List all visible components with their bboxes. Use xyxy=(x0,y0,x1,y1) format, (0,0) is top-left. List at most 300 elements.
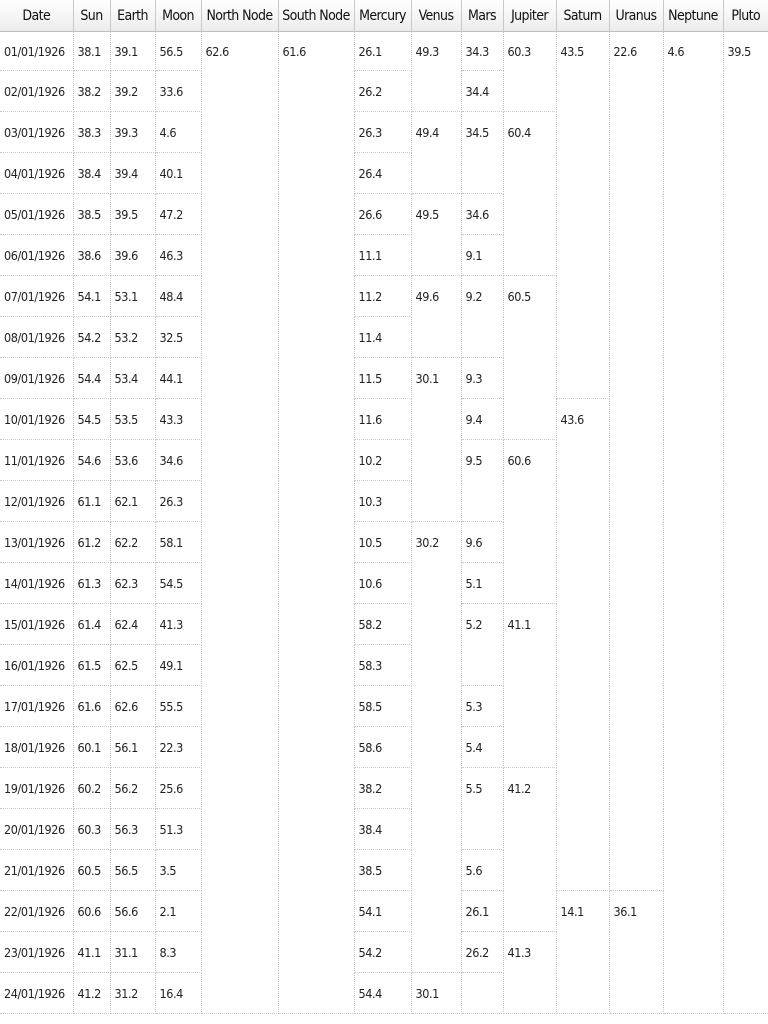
cell-neptune[interactable] xyxy=(663,604,723,645)
cell-south-node[interactable] xyxy=(278,522,354,563)
cell-sun[interactable]: 54.5 xyxy=(73,399,110,440)
cell-earth[interactable]: 39.2 xyxy=(110,71,155,112)
cell-mercury[interactable]: 10.3 xyxy=(354,481,411,522)
cell-sun[interactable]: 41.2 xyxy=(73,973,110,1014)
cell-sun[interactable]: 61.3 xyxy=(73,563,110,604)
cell-moon[interactable]: 47.2 xyxy=(155,194,201,235)
cell-mars[interactable] xyxy=(461,973,503,1014)
cell-mercury[interactable]: 26.3 xyxy=(354,112,411,153)
cell-mercury[interactable]: 58.2 xyxy=(354,604,411,645)
cell-mars[interactable]: 26.1 xyxy=(461,891,503,932)
cell-uranus[interactable] xyxy=(609,932,663,973)
cell-sun[interactable]: 38.1 xyxy=(73,32,110,71)
cell-neptune[interactable] xyxy=(663,194,723,235)
cell-pluto[interactable] xyxy=(723,112,768,153)
cell-south-node[interactable] xyxy=(278,850,354,891)
cell-date[interactable]: 13/01/1926 xyxy=(0,522,73,563)
cell-mercury[interactable]: 54.1 xyxy=(354,891,411,932)
cell-sun[interactable]: 38.5 xyxy=(73,194,110,235)
cell-saturn[interactable] xyxy=(556,235,609,276)
cell-pluto[interactable] xyxy=(723,71,768,112)
cell-earth[interactable]: 56.2 xyxy=(110,768,155,809)
cell-earth[interactable]: 62.2 xyxy=(110,522,155,563)
cell-venus[interactable] xyxy=(411,481,461,522)
cell-north-node[interactable] xyxy=(201,686,278,727)
cell-venus[interactable] xyxy=(411,809,461,850)
column-header-sun[interactable]: Sun xyxy=(73,0,110,32)
cell-mercury[interactable]: 11.5 xyxy=(354,358,411,399)
cell-neptune[interactable] xyxy=(663,276,723,317)
cell-venus[interactable]: 30.1 xyxy=(411,358,461,399)
cell-earth[interactable]: 39.4 xyxy=(110,153,155,194)
cell-moon[interactable]: 3.5 xyxy=(155,850,201,891)
cell-neptune[interactable] xyxy=(663,727,723,768)
cell-mars[interactable]: 5.1 xyxy=(461,563,503,604)
cell-venus[interactable] xyxy=(411,604,461,645)
cell-uranus[interactable] xyxy=(609,71,663,112)
cell-neptune[interactable] xyxy=(663,399,723,440)
table-row[interactable] xyxy=(0,768,768,809)
cell-date[interactable]: 18/01/1926 xyxy=(0,727,73,768)
cell-date[interactable]: 24/01/1926 xyxy=(0,973,73,1014)
cell-mars[interactable] xyxy=(461,317,503,358)
cell-venus[interactable]: 49.4 xyxy=(411,112,461,153)
column-header-jupiter[interactable]: Jupiter xyxy=(503,0,556,32)
cell-north-node[interactable] xyxy=(201,481,278,522)
cell-sun[interactable]: 60.2 xyxy=(73,768,110,809)
cell-jupiter[interactable] xyxy=(503,399,556,440)
cell-north-node[interactable] xyxy=(201,358,278,399)
cell-earth[interactable]: 62.5 xyxy=(110,645,155,686)
cell-saturn[interactable] xyxy=(556,440,609,481)
cell-earth[interactable]: 56.5 xyxy=(110,850,155,891)
cell-jupiter[interactable] xyxy=(503,235,556,276)
table-row[interactable] xyxy=(0,358,768,399)
cell-saturn[interactable] xyxy=(556,563,609,604)
cell-earth[interactable]: 62.6 xyxy=(110,686,155,727)
cell-saturn[interactable] xyxy=(556,604,609,645)
cell-jupiter[interactable] xyxy=(503,317,556,358)
cell-sun[interactable]: 38.2 xyxy=(73,71,110,112)
column-header-mercury[interactable]: Mercury xyxy=(354,0,411,32)
cell-earth[interactable]: 39.5 xyxy=(110,194,155,235)
cell-mars[interactable] xyxy=(461,153,503,194)
cell-date[interactable]: 12/01/1926 xyxy=(0,481,73,522)
cell-mars[interactable]: 9.5 xyxy=(461,440,503,481)
cell-south-node[interactable] xyxy=(278,768,354,809)
cell-south-node[interactable] xyxy=(278,645,354,686)
cell-mercury[interactable]: 38.4 xyxy=(354,809,411,850)
cell-mercury[interactable]: 26.2 xyxy=(354,71,411,112)
cell-mars[interactable]: 34.6 xyxy=(461,194,503,235)
cell-moon[interactable]: 4.6 xyxy=(155,112,201,153)
table-row[interactable] xyxy=(0,112,768,153)
cell-earth[interactable]: 62.4 xyxy=(110,604,155,645)
cell-date[interactable]: 19/01/1926 xyxy=(0,768,73,809)
cell-north-node[interactable] xyxy=(201,563,278,604)
cell-north-node[interactable] xyxy=(201,973,278,1014)
cell-venus[interactable]: 30.1 xyxy=(411,973,461,1014)
cell-sun[interactable]: 54.1 xyxy=(73,276,110,317)
cell-sun[interactable]: 54.2 xyxy=(73,317,110,358)
cell-north-node[interactable] xyxy=(201,809,278,850)
cell-moon[interactable]: 58.1 xyxy=(155,522,201,563)
cell-jupiter[interactable] xyxy=(503,358,556,399)
cell-pluto[interactable] xyxy=(723,358,768,399)
cell-south-node[interactable] xyxy=(278,440,354,481)
cell-south-node[interactable] xyxy=(278,399,354,440)
cell-jupiter[interactable] xyxy=(503,727,556,768)
cell-uranus[interactable]: 22.6 xyxy=(609,32,663,71)
table-row[interactable] xyxy=(0,71,768,112)
cell-venus[interactable]: 49.5 xyxy=(411,194,461,235)
cell-mars[interactable]: 5.2 xyxy=(461,604,503,645)
cell-mercury[interactable]: 58.3 xyxy=(354,645,411,686)
cell-neptune[interactable] xyxy=(663,235,723,276)
cell-moon[interactable]: 2.1 xyxy=(155,891,201,932)
cell-uranus[interactable] xyxy=(609,317,663,358)
cell-uranus[interactable] xyxy=(609,686,663,727)
cell-north-node[interactable] xyxy=(201,194,278,235)
column-header-saturn[interactable]: Saturn xyxy=(556,0,609,32)
cell-south-node[interactable] xyxy=(278,112,354,153)
cell-uranus[interactable] xyxy=(609,809,663,850)
cell-venus[interactable] xyxy=(411,440,461,481)
cell-jupiter[interactable] xyxy=(503,645,556,686)
cell-sun[interactable]: 61.1 xyxy=(73,481,110,522)
cell-north-node[interactable] xyxy=(201,727,278,768)
cell-neptune[interactable] xyxy=(663,809,723,850)
cell-moon[interactable]: 54.5 xyxy=(155,563,201,604)
cell-neptune[interactable] xyxy=(663,932,723,973)
cell-uranus[interactable] xyxy=(609,235,663,276)
cell-moon[interactable]: 40.1 xyxy=(155,153,201,194)
cell-south-node[interactable] xyxy=(278,317,354,358)
cell-neptune[interactable] xyxy=(663,153,723,194)
cell-earth[interactable]: 62.3 xyxy=(110,563,155,604)
cell-neptune[interactable] xyxy=(663,768,723,809)
cell-south-node[interactable] xyxy=(278,686,354,727)
cell-mercury[interactable]: 58.5 xyxy=(354,686,411,727)
cell-earth[interactable]: 56.3 xyxy=(110,809,155,850)
cell-sun[interactable]: 41.1 xyxy=(73,932,110,973)
cell-pluto[interactable] xyxy=(723,727,768,768)
cell-mars[interactable]: 9.4 xyxy=(461,399,503,440)
cell-earth[interactable]: 62.1 xyxy=(110,481,155,522)
cell-pluto[interactable] xyxy=(723,481,768,522)
cell-date[interactable]: 14/01/1926 xyxy=(0,563,73,604)
cell-venus[interactable]: 49.6 xyxy=(411,276,461,317)
cell-jupiter[interactable]: 60.6 xyxy=(503,440,556,481)
cell-north-node[interactable] xyxy=(201,112,278,153)
cell-earth[interactable]: 56.1 xyxy=(110,727,155,768)
cell-pluto[interactable]: 39.5 xyxy=(727,43,751,59)
cell-jupiter[interactable]: 60.4 xyxy=(503,112,556,153)
cell-pluto[interactable] xyxy=(723,604,768,645)
cell-mars[interactable]: 9.3 xyxy=(461,358,503,399)
cell-uranus[interactable] xyxy=(609,112,663,153)
table-row[interactable] xyxy=(0,317,768,358)
table-row[interactable] xyxy=(0,645,768,686)
cell-mercury[interactable]: 38.5 xyxy=(354,850,411,891)
cell-neptune[interactable] xyxy=(663,563,723,604)
column-header-north-node[interactable]: North Node xyxy=(201,0,278,32)
cell-moon[interactable]: 26.3 xyxy=(155,481,201,522)
cell-saturn[interactable] xyxy=(556,850,609,891)
cell-earth[interactable]: 53.2 xyxy=(110,317,155,358)
cell-earth[interactable]: 53.1 xyxy=(110,276,155,317)
cell-jupiter[interactable]: 60.5 xyxy=(503,276,556,317)
cell-north-node[interactable] xyxy=(201,645,278,686)
cell-venus[interactable]: 30.2 xyxy=(411,522,461,563)
cell-saturn[interactable] xyxy=(556,112,609,153)
cell-venus[interactable] xyxy=(411,932,461,973)
cell-south-node[interactable] xyxy=(278,194,354,235)
cell-mercury[interactable]: 54.4 xyxy=(354,973,411,1014)
cell-south-node[interactable] xyxy=(278,809,354,850)
cell-sun[interactable]: 61.2 xyxy=(73,522,110,563)
cell-date[interactable]: 15/01/1926 xyxy=(0,604,73,645)
cell-saturn[interactable] xyxy=(556,768,609,809)
cell-venus[interactable] xyxy=(411,317,461,358)
cell-venus[interactable] xyxy=(411,563,461,604)
cell-uranus[interactable]: 36.1 xyxy=(609,891,663,932)
column-header-mars[interactable]: Mars xyxy=(461,0,503,32)
cell-date[interactable]: 07/01/1926 xyxy=(0,276,73,317)
column-header-uranus[interactable]: Uranus xyxy=(609,0,663,32)
cell-north-node[interactable] xyxy=(201,317,278,358)
cell-moon[interactable]: 22.3 xyxy=(155,727,201,768)
cell-sun[interactable]: 38.3 xyxy=(73,112,110,153)
cell-neptune[interactable] xyxy=(663,850,723,891)
cell-sun[interactable]: 60.1 xyxy=(73,727,110,768)
column-header-neptune[interactable]: Neptune xyxy=(663,0,723,32)
cell-earth[interactable]: 31.2 xyxy=(110,973,155,1014)
cell-saturn[interactable]: 14.1 xyxy=(556,891,609,932)
cell-neptune[interactable] xyxy=(663,891,723,932)
cell-earth[interactable]: 31.1 xyxy=(110,932,155,973)
table-row[interactable] xyxy=(0,32,768,71)
cell-moon[interactable]: 16.4 xyxy=(155,973,201,1014)
cell-jupiter[interactable] xyxy=(503,850,556,891)
cell-mercury[interactable]: 26.6 xyxy=(354,194,411,235)
cell-jupiter[interactable] xyxy=(503,481,556,522)
cell-sun[interactable]: 54.4 xyxy=(73,358,110,399)
table-row[interactable] xyxy=(0,481,768,522)
cell-sun[interactable]: 61.6 xyxy=(73,686,110,727)
cell-mars[interactable]: 26.2 xyxy=(461,932,503,973)
cell-neptune[interactable] xyxy=(663,686,723,727)
cell-jupiter[interactable] xyxy=(503,809,556,850)
cell-mars[interactable]: 34.5 xyxy=(461,112,503,153)
cell-neptune[interactable] xyxy=(663,440,723,481)
cell-mercury[interactable]: 54.2 xyxy=(354,932,411,973)
cell-jupiter[interactable] xyxy=(503,686,556,727)
cell-mercury[interactable]: 11.1 xyxy=(354,235,411,276)
cell-moon[interactable]: 46.3 xyxy=(155,235,201,276)
cell-uranus[interactable] xyxy=(609,727,663,768)
cell-date[interactable]: 02/01/1926 xyxy=(0,71,73,112)
cell-moon[interactable]: 32.5 xyxy=(155,317,201,358)
cell-mars[interactable]: 34.3 xyxy=(461,32,503,71)
cell-mercury[interactable]: 10.5 xyxy=(354,522,411,563)
cell-mars[interactable]: 9.2 xyxy=(461,276,503,317)
cell-date[interactable]: 11/01/1926 xyxy=(0,440,73,481)
cell-moon[interactable]: 55.5 xyxy=(155,686,201,727)
cell-pluto[interactable] xyxy=(723,973,768,1014)
cell-south-node[interactable]: 61.6 xyxy=(278,32,354,71)
cell-mercury[interactable]: 11.2 xyxy=(354,276,411,317)
cell-north-node[interactable] xyxy=(201,604,278,645)
cell-earth[interactable]: 39.1 xyxy=(110,32,155,71)
table-row[interactable] xyxy=(0,440,768,481)
cell-mercury[interactable]: 38.2 xyxy=(354,768,411,809)
cell-saturn[interactable] xyxy=(556,276,609,317)
column-header-south-node[interactable]: South Node xyxy=(278,0,354,32)
cell-moon[interactable]: 44.1 xyxy=(155,358,201,399)
cell-saturn[interactable] xyxy=(556,645,609,686)
cell-sun[interactable]: 61.4 xyxy=(73,604,110,645)
cell-mercury[interactable]: 10.6 xyxy=(354,563,411,604)
cell-venus[interactable] xyxy=(411,235,461,276)
cell-pluto[interactable] xyxy=(723,276,768,317)
cell-venus[interactable]: 49.3 xyxy=(411,32,461,71)
cell-neptune[interactable] xyxy=(663,112,723,153)
table-row[interactable] xyxy=(0,276,768,317)
cell-south-node[interactable] xyxy=(278,604,354,645)
cell-sun[interactable]: 60.3 xyxy=(73,809,110,850)
cell-venus[interactable] xyxy=(411,399,461,440)
cell-south-node[interactable] xyxy=(278,973,354,1014)
cell-jupiter[interactable] xyxy=(503,194,556,235)
cell-date[interactable]: 09/01/1926 xyxy=(0,358,73,399)
cell-pluto[interactable] xyxy=(723,686,768,727)
cell-south-node[interactable] xyxy=(278,71,354,112)
cell-jupiter[interactable] xyxy=(503,522,556,563)
cell-pluto[interactable] xyxy=(723,850,768,891)
cell-moon[interactable]: 56.5 xyxy=(155,32,201,71)
cell-saturn[interactable] xyxy=(556,481,609,522)
cell-jupiter[interactable]: 60.3 xyxy=(503,32,556,71)
cell-north-node[interactable] xyxy=(201,71,278,112)
table-row[interactable] xyxy=(0,727,768,768)
column-header-pluto[interactable]: Pluto xyxy=(723,0,768,32)
cell-south-node[interactable] xyxy=(278,563,354,604)
table-row[interactable] xyxy=(0,932,768,973)
cell-uranus[interactable] xyxy=(609,358,663,399)
cell-pluto[interactable] xyxy=(723,809,768,850)
cell-venus[interactable] xyxy=(411,71,461,112)
cell-mars[interactable]: 34.4 xyxy=(461,71,503,112)
cell-pluto[interactable] xyxy=(723,194,768,235)
table-row[interactable] xyxy=(0,850,768,891)
cell-mars[interactable]: 5.4 xyxy=(461,727,503,768)
cell-jupiter[interactable] xyxy=(503,71,556,112)
cell-saturn[interactable] xyxy=(556,153,609,194)
cell-earth[interactable]: 53.5 xyxy=(110,399,155,440)
cell-south-node[interactable] xyxy=(278,235,354,276)
cell-moon[interactable]: 41.3 xyxy=(155,604,201,645)
cell-north-node[interactable] xyxy=(201,235,278,276)
cell-saturn[interactable] xyxy=(556,358,609,399)
cell-north-node[interactable]: 62.6 xyxy=(201,32,278,71)
cell-mars[interactable] xyxy=(461,481,503,522)
cell-jupiter[interactable]: 41.3 xyxy=(503,932,556,973)
cell-uranus[interactable] xyxy=(609,440,663,481)
cell-saturn[interactable] xyxy=(556,317,609,358)
cell-saturn[interactable] xyxy=(556,686,609,727)
cell-date[interactable]: 08/01/1926 xyxy=(0,317,73,358)
cell-uranus[interactable] xyxy=(609,276,663,317)
cell-venus[interactable] xyxy=(411,768,461,809)
cell-jupiter[interactable] xyxy=(503,153,556,194)
cell-uranus[interactable] xyxy=(609,153,663,194)
cell-pluto[interactable] xyxy=(723,235,768,276)
cell-mars[interactable] xyxy=(461,645,503,686)
cell-pluto[interactable] xyxy=(723,317,768,358)
cell-saturn[interactable] xyxy=(556,809,609,850)
cell-date[interactable]: 04/01/1926 xyxy=(0,153,73,194)
cell-date[interactable]: 10/01/1926 xyxy=(0,399,73,440)
cell-saturn[interactable]: 43.5 xyxy=(556,32,609,71)
cell-date[interactable]: 01/01/1926 xyxy=(0,32,73,71)
cell-north-node[interactable] xyxy=(201,440,278,481)
cell-date[interactable]: 16/01/1926 xyxy=(0,645,73,686)
cell-uranus[interactable] xyxy=(609,563,663,604)
cell-north-node[interactable] xyxy=(201,932,278,973)
cell-venus[interactable] xyxy=(411,727,461,768)
cell-uranus[interactable] xyxy=(609,522,663,563)
cell-north-node[interactable] xyxy=(201,891,278,932)
cell-date[interactable]: 23/01/1926 xyxy=(0,932,73,973)
cell-mercury[interactable]: 58.6 xyxy=(354,727,411,768)
cell-neptune[interactable]: 4.6 xyxy=(663,32,723,71)
column-header-earth[interactable]: Earth xyxy=(110,0,155,32)
cell-moon[interactable]: 43.3 xyxy=(155,399,201,440)
cell-date[interactable]: 20/01/1926 xyxy=(0,809,73,850)
cell-moon[interactable]: 8.3 xyxy=(155,932,201,973)
cell-earth[interactable]: 39.3 xyxy=(110,112,155,153)
cell-sun[interactable]: 60.5 xyxy=(73,850,110,891)
cell-pluto[interactable] xyxy=(723,645,768,686)
cell-mars[interactable]: 9.6 xyxy=(461,522,503,563)
cell-south-node[interactable] xyxy=(278,891,354,932)
cell-neptune[interactable] xyxy=(663,645,723,686)
cell-mercury[interactable]: 26.1 xyxy=(354,32,411,71)
cell-mercury[interactable]: 11.6 xyxy=(354,399,411,440)
cell-date[interactable]: 21/01/1926 xyxy=(0,850,73,891)
cell-date[interactable]: 05/01/1926 xyxy=(0,194,73,235)
table-row[interactable] xyxy=(0,194,768,235)
cell-pluto[interactable] xyxy=(723,153,768,194)
cell-pluto[interactable] xyxy=(723,932,768,973)
cell-saturn[interactable] xyxy=(556,194,609,235)
cell-mercury[interactable]: 26.4 xyxy=(354,153,411,194)
cell-saturn[interactable]: 43.6 xyxy=(556,399,609,440)
cell-earth[interactable]: 53.4 xyxy=(110,358,155,399)
table-row[interactable] xyxy=(0,809,768,850)
cell-pluto[interactable] xyxy=(723,768,768,809)
cell-date[interactable]: 17/01/1926 xyxy=(0,686,73,727)
cell-neptune[interactable] xyxy=(663,973,723,1014)
cell-moon[interactable]: 25.6 xyxy=(155,768,201,809)
cell-pluto[interactable] xyxy=(723,522,768,563)
cell-moon[interactable]: 51.3 xyxy=(155,809,201,850)
cell-moon[interactable]: 48.4 xyxy=(155,276,201,317)
cell-neptune[interactable] xyxy=(663,358,723,399)
column-header-moon[interactable]: Moon xyxy=(155,0,201,32)
cell-venus[interactable] xyxy=(411,891,461,932)
